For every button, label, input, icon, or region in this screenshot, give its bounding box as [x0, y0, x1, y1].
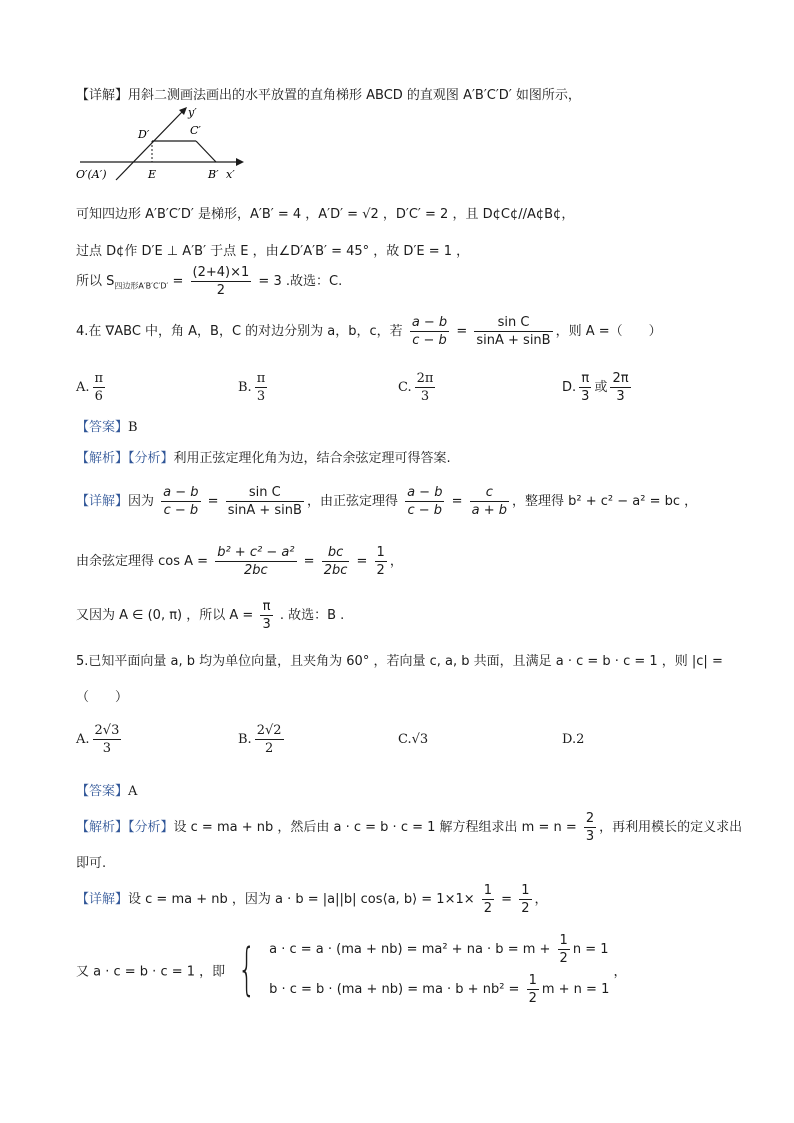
q5-analysis: 【解析】【分析】设 c = ma + nb ，然后由 a · c = b · c = 1 解方程组求出 m = n = $\frac{2}{3}$ ，再利用模长的定义求出 — [76, 811, 743, 844]
detail-intro — [76, 84, 581, 103]
label-e: E — [148, 168, 157, 181]
system-eq-2: b · c = b · (ma + nb) = ma · b + nb² = $\frac{1}{2}$ m + n = 1 — [269, 973, 610, 1006]
q5-detail-2: 又 a · c = b · c = 1 ，即 { a · c = a · (ma + nb) = ma² + na · b = m + $\frac{1}{2}$ n = 1 b · c = b · (ma + nb) = ma · b + nb² = $\frac{1}{2}$ m + n = 1 ， — [76, 930, 627, 1010]
q4-detail-2: 由余弦定理得 cos A = $\frac{\text{b² + c² − a²}}{2bc}$ = $\frac{bc}{2bc}$ = $\frac{1}{2}$ ， — [76, 545, 403, 578]
label-x: x′ — [226, 168, 235, 181]
equation-system: { a · c = a · (ma + nb) = ma² + na · b = m + $\frac{1}{2}$ n = 1 b · c = b · (ma + nb) = ma · b + nb² = $\frac{1}{2}$ m + n = 1 — [229, 930, 609, 1010]
q4-detail-3: 又因为 A ∈ (0, π) ，所以 A = $\frac{\pi}{3}$ . 故选：B . — [76, 599, 345, 632]
system-eq-1: a · c = a · (ma + nb) = ma² + na · b = m + $\frac{1}{2}$ n = 1 — [269, 933, 609, 966]
trapezoid-figure — [76, 104, 256, 186]
q3-line-2: 过点 D¢作 D′E ⊥ A′B′ 于点 E ，由∠D′A′B′ = 45° ，故 D′E = 1 ， — [76, 244, 470, 259]
q5-option-c: C.√3 — [398, 732, 429, 747]
q5-stem: 5.已知平面向量 a, b 均为单位向量，且夹角为 60° ，若向量 c, a, b 共面，且满足 a · c = b · c = 1 ，则 |c| = — [76, 654, 723, 669]
q4-detail-1: 【详解】因为 $\frac{a - b}{c - b}$ = $\frac{\text{sin C}}{\sin A + \sin B}$ ，由正弦定理得 $\frac{a - b}{c - b}$ = $\frac{c}{a + b}$ ，整理得 b² + c² − a² = bc ， — [76, 485, 698, 518]
q5-detail-1: 【详解】设 c = ma + nb ，因为 a · b = |a||b| cos⟨a, b⟩ = 1×1× $\frac{1}{2}$ = $\frac{1}{2}$ ， — [76, 883, 548, 916]
q4-option-a: A. $\frac{\pi}{6}$ — [76, 371, 104, 404]
q3-line-1: 可知四边形 A′B′C′D′ 是梯形，A′B′ = 4 ，A′D′ = √2 ，D′C′ = 2 ，且 D¢C¢//A¢B¢， — [76, 207, 575, 222]
label-o: O′(A′) — [76, 168, 107, 181]
q5-answer: 【答案】A — [76, 784, 138, 799]
q5-option-a: A. $\frac{2√3}{3}$ — [76, 723, 120, 756]
q4-option-c: C. $\frac{2\pi}{3}$ — [398, 371, 434, 404]
x-axis-arrow — [236, 158, 244, 166]
q4-stem: 4.在 ∇ABC 中，角 A，B，C 的对边分别为 a，b，c，若 $\frac{a - b}{c - b}$ = $\frac{\text{sin C}}{\sin A + \sin B}$ ，则 A =（ ） — [76, 315, 662, 348]
q5-option-d: D.2 — [562, 732, 585, 747]
label-b: B′ — [208, 168, 219, 181]
label-c: C′ — [190, 124, 201, 137]
q5-option-b: B. $\frac{2√2}{2}$ — [238, 723, 282, 756]
label-y: y′ — [188, 106, 197, 119]
q4-answer: 【答案】B — [76, 420, 138, 435]
q4-option-b: B. $\frac{\pi}{3}$ — [238, 371, 266, 404]
detail-intro-text: 【详解】用斜二测画法画出的水平放置的直角梯形 ABCD 的直观图 A′B′C′D′ 如图所示， — [76, 88, 581, 103]
q5-stem-line-2: （ ） — [76, 690, 129, 705]
q4-analysis: 【解析】【分析】利用正弦定理化角为边，结合余弦定理可得答案. — [76, 451, 451, 466]
q5-analysis-line-2: 即可. — [76, 856, 107, 871]
q3-line-3: 所以 $S_{四边形A'B'C'D'}$ = $\frac{(2+4)\times 1}{2}$ = 3 .故选：C. — [76, 265, 343, 298]
q3-area-fraction: $\frac{(2+4)\times 1}{2}$ — [192, 265, 250, 298]
label-d: D′ — [138, 128, 150, 141]
q4-option-d: D. $\frac{\pi}{3}$ 或 $\frac{2\pi}{3}$ — [562, 371, 629, 404]
edge-cb — [196, 141, 216, 162]
